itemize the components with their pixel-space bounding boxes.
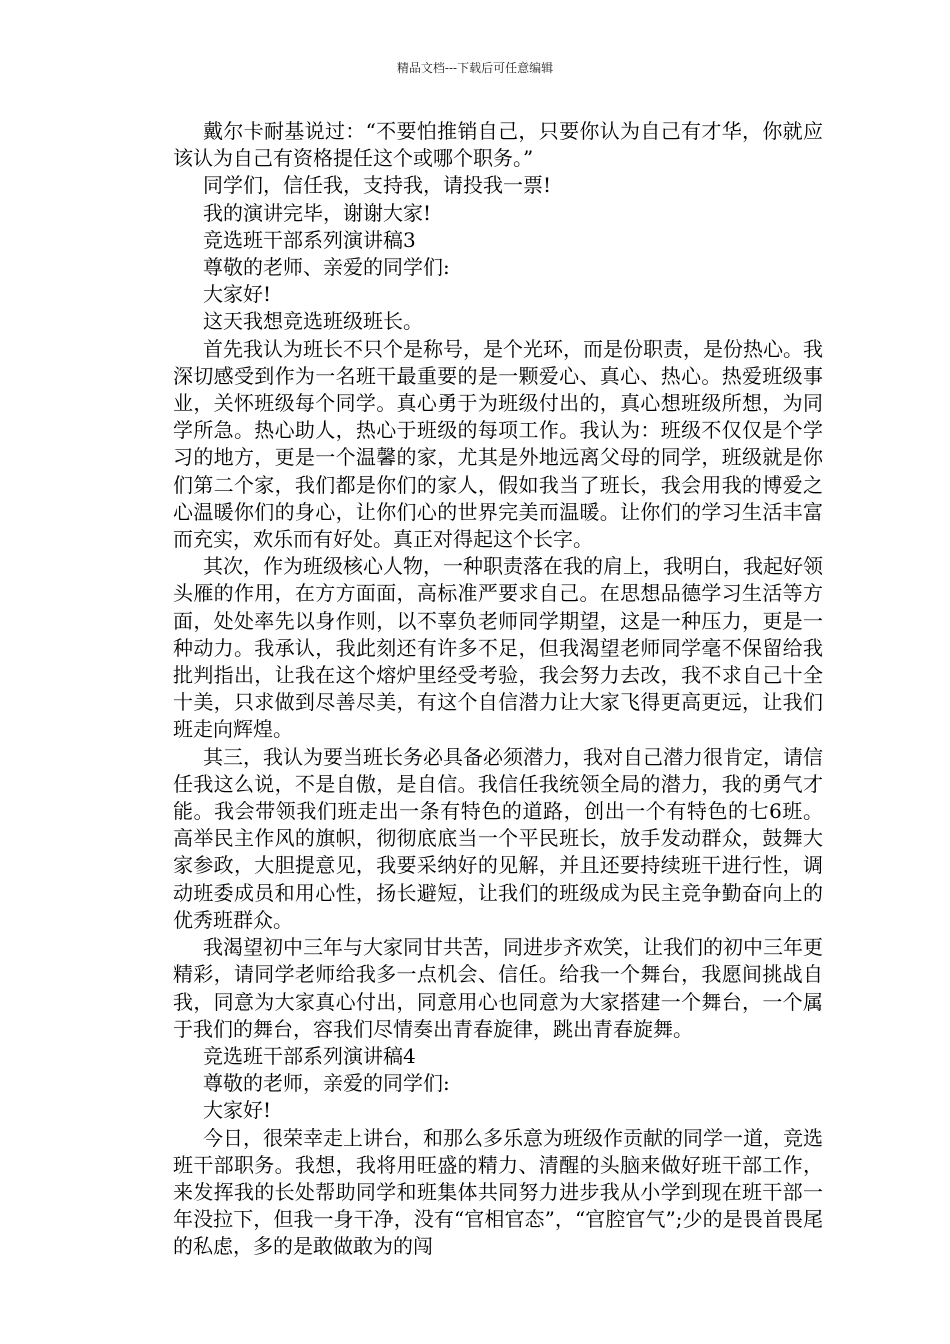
section-title: 竞选班干部系列演讲稿3: [203, 227, 416, 252]
paragraph: 同学们，信任我，支持我，请投我一票!: [203, 173, 552, 198]
paragraph: 首先我认为班长不只个是称号，是个光环，而是份职责，是份热心。我深切感受到作为一名班干最重要的是一颗爱心、真心、热心。热爱班级事业，关怀班级每个同学。真心勇于为班级付出的，真心想班级所想，为同学所急。热心助人，热心于班级的每项工作。我认为：班级不仅仅是个学习的地方，更是一个温馨的家，尤其是外地远离父母的同学，班级就是你们第二个家，我们都是你们的家人，假如我当了班长，我会用我的博爱之心温暖你们的身心，让你们心的世界完美而温暖。让你们的学习生活丰富而充实，欢乐而有好处。真正对得起这个长字。: [173, 336, 823, 552]
salutation: 尊敬的老师、亲爱的同学们:: [203, 255, 450, 280]
greeting: 大家好!: [203, 282, 272, 307]
paragraph: 其次，作为班级核心人物，一种职责落在我的肩上，我明白，我起好领头雁的作用，在方方面面，高标准严要求自己。在思想品德学习生活等方面，处处率先以身作则，以不辜负老师同学期望，这是一种压力，更是一种动力。我承认，我此刻还有许多不足，但我渴望老师同学毫不保留给我批判指出，让我在这个熔炉里经受考验，我会努力去改，我不求自己十全十美，只求做到尽善尽美，有这个自信潜力让大家飞得更高更远，让我们班走向辉煌。: [173, 554, 823, 742]
paragraph: 这天我想竞选班级班长。: [203, 309, 423, 334]
paragraph: 其三，我认为要当班长务必具备必须潜力，我对自己潜力很肯定，请信任我这么说，不是自傲，是自信。我信任我统领全局的潜力，我的勇气才能。我会带领我们班走出一条有特色的道路，创出一个有特色的七6班。高举民主作风的旗帜，彻彻底底当一个平民班长，放手发动群众，鼓舞大家参政，大胆提意见，我要采纳好的见解，并且还要持续班干进行性，调动班委成员和用心性，扬长避短，让我们的班级成为民主竞争勤奋向上的优秀班群众。: [173, 744, 823, 932]
paragraph: 今日，很荣幸走上讲台，和那么多乐意为班级作贡献的同学一道，竞选班干部职务。我想，我将用旺盛的精力、清醒的头脑来做好班干部工作，来发挥我的长处帮助同学和班集体共同努力进步我从小学到现在班干部一年没拉下，但我一身干净，没有“官相官态”，“官腔官气”;少的是畏首畏尾的私虑，多的是敢做敢为的闯: [173, 1125, 823, 1259]
page-header: 精品文档---下载后可任意编辑: [396, 61, 554, 75]
paragraph: 我的演讲完毕，谢谢大家!: [203, 200, 432, 225]
paragraph: 我渴望初中三年与大家同甘共苦，同进步齐欢笑，让我们的初中三年更精彩，请同学老师给我多一点机会、信任。给我一个舞台，我愿间挑战自我，同意为大家真心付出，同意用心也同意为大家搭建一个舞台，一个属于我们的舞台，容我们尽情奏出青春旋律，跳出青春旋舞。: [173, 935, 823, 1041]
paragraph: 戴尔卡耐基说过：“不要怕推销自己，只要你认为自己有才华，你就应该认为自己有资格提任这个或哪个职务。”: [173, 119, 823, 171]
salutation: 尊敬的老师，亲爱的同学们:: [203, 1071, 450, 1096]
section-title: 竞选班干部系列演讲稿4: [203, 1043, 416, 1068]
document-body: [173, 118, 823, 1261]
greeting: 大家好!: [203, 1098, 272, 1123]
